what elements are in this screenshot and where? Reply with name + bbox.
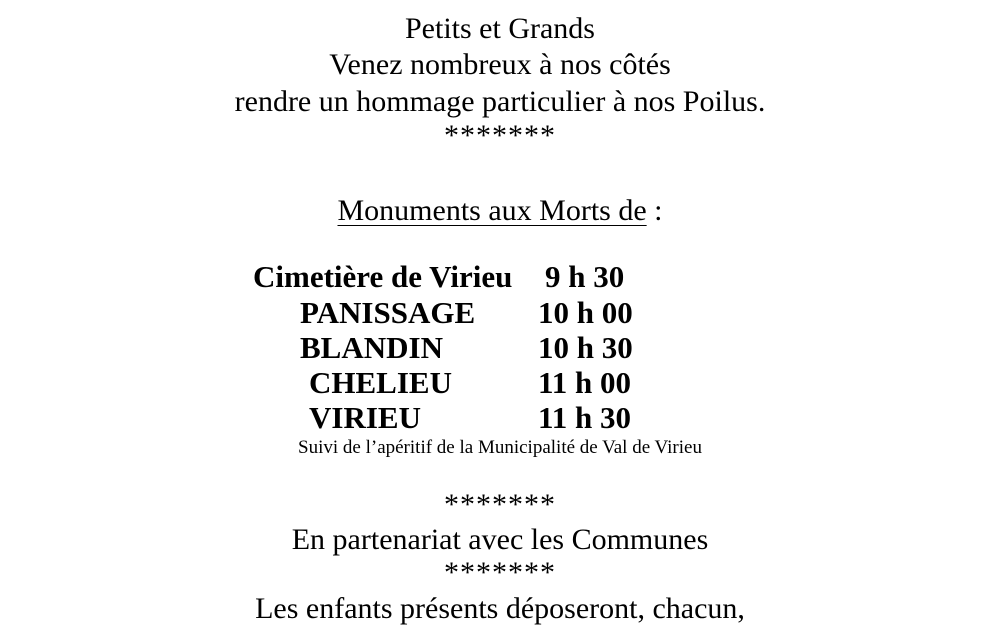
- monuments-heading: [0, 194, 1000, 228]
- separator-stars: *******: [444, 119, 556, 152]
- schedule-time: 9 h 30: [545, 259, 625, 294]
- schedule-place: CHELIEU: [309, 365, 452, 400]
- schedule-place: Cimetière de Virieu: [253, 259, 513, 294]
- schedule-place: BLANDIN: [300, 330, 443, 365]
- schedule-time: 10 h 30: [538, 330, 633, 365]
- intro-line-3: rendre un hommage particulier à nos Poilus.: [234, 85, 766, 118]
- monuments-heading-colon: :: [646, 194, 663, 227]
- separator-stars: *******: [444, 556, 556, 589]
- schedule-time: 10 h 00: [538, 295, 633, 330]
- intro-line-2: Venez nombreux à nos côtés: [329, 48, 671, 81]
- schedule-note: Suivi de l’apéritif de la Municipalité de Val de Virieu: [298, 437, 702, 458]
- schedule-place: PANISSAGE: [300, 295, 476, 330]
- children-text: Les enfants présents déposeront, chacun,: [255, 592, 745, 625]
- separator-stars: *******: [444, 488, 556, 521]
- monuments-heading-text: Monuments aux Morts de: [337, 194, 647, 227]
- schedule-time: 11 h 00: [538, 365, 632, 400]
- schedule-place: VIRIEU: [309, 400, 421, 435]
- intro-line-1: Petits et Grands: [405, 12, 595, 45]
- partnership-text: En partenariat avec les Communes: [291, 523, 709, 556]
- schedule-time: 11 h 30: [538, 400, 632, 435]
